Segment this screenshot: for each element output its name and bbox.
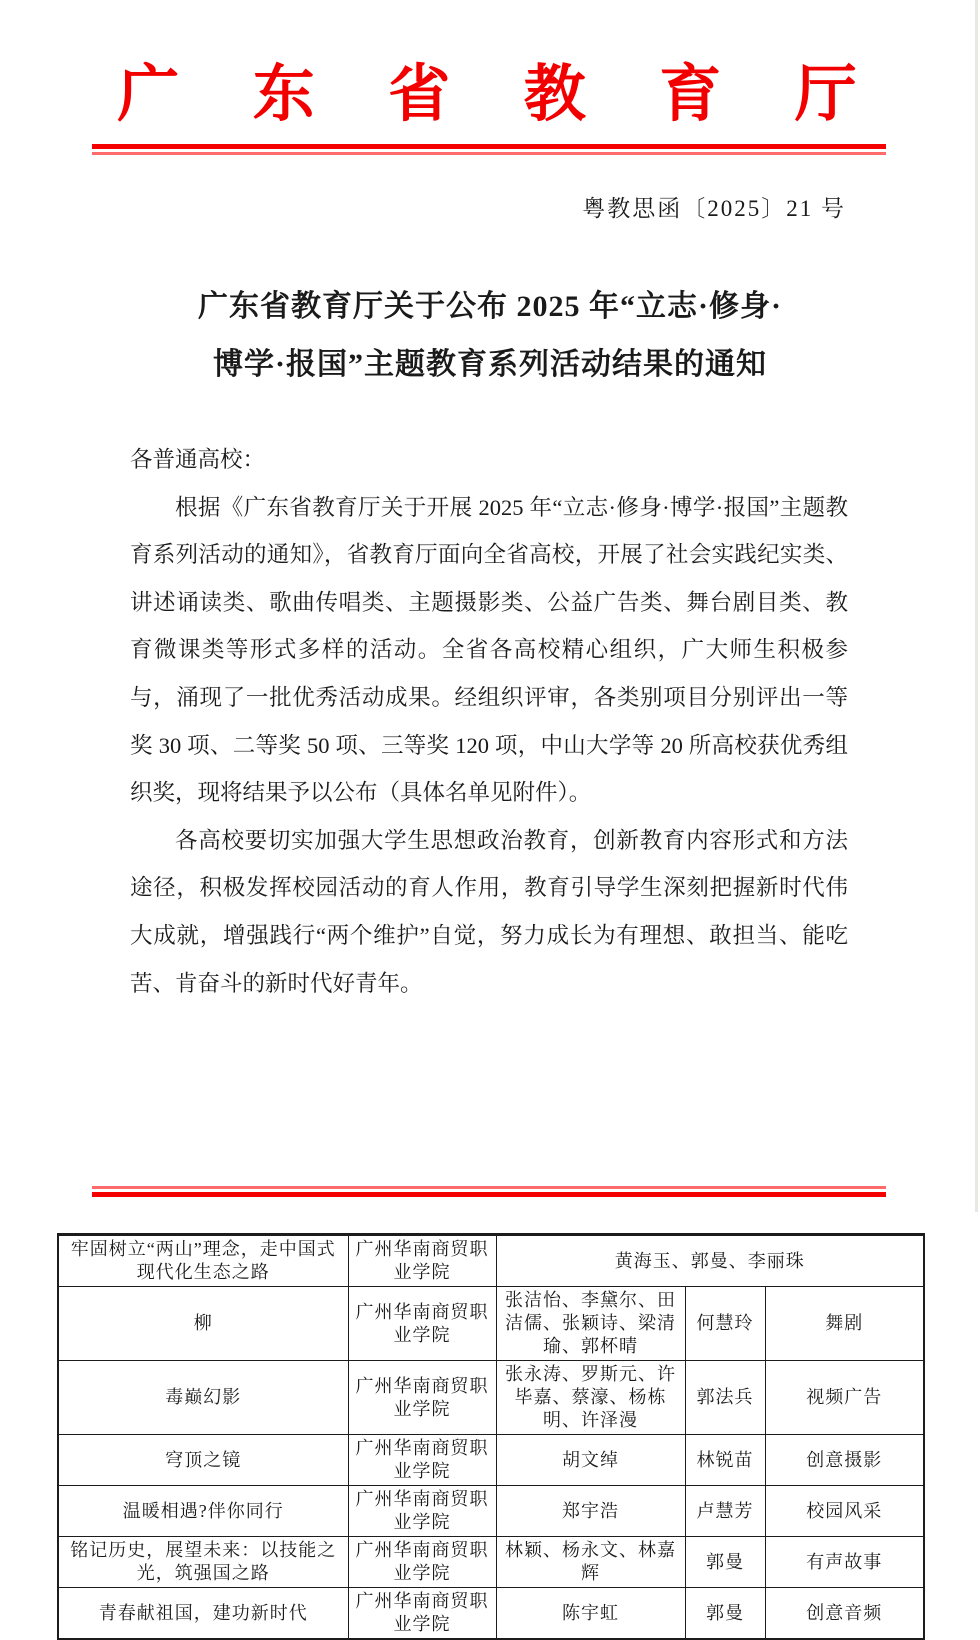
document-number: 粤教思函〔2025〕21 号: [582, 196, 846, 221]
cell-project: 毒巅幻影: [58, 1361, 348, 1435]
cell-school: 广州华南商贸职业学院: [348, 1287, 496, 1361]
notice-title: [110, 278, 870, 394]
agency-header-title: 广 东 省 教 育 厅: [117, 61, 863, 129]
cell-category: 创意摄影: [765, 1435, 924, 1486]
table-row: [58, 1287, 924, 1361]
cell-members: 胡文绰: [496, 1435, 685, 1486]
cell-school: 广州华南商贸职业学院: [348, 1361, 496, 1435]
cell-school: 广州华南商贸职业学院: [348, 1486, 496, 1537]
rule-thick-line: [92, 1192, 886, 1197]
table-row: [58, 1588, 924, 1640]
cell-school: 广州华南商贸职业学院: [348, 1537, 496, 1588]
cell-category: 创意音频: [765, 1588, 924, 1640]
notice-title-line2: 博学·报国”主题教育系列活动结果的通知: [212, 348, 767, 381]
header-double-rule: [92, 144, 886, 155]
body-paragraph-2: 各高校要切实加强大学生思想政治教育，创新教育内容形式和方法途径，积极发挥校园活动的育人作用，教育引导学生深刻把握新时代伟大成就，增强践行“两个维护”自觉，努力成长为有理想、敢担当、能吃苦、肯奋斗的新时代好青年。: [130, 827, 848, 996]
cell-school: 广州华南商贸职业学院: [348, 1588, 496, 1640]
notice-title-line1: 广东省教育厅关于公布 2025 年“立志·修身·: [197, 290, 782, 323]
footer-double-rule: [92, 1186, 886, 1197]
page-edge-line: [975, 0, 978, 1212]
body-paragraph-1: 根据《广东省教育厅关于开展 2025 年“立志·修身·博学·报国”主题教育系列活动的通知》，省教育厅面向全省高校，开展了社会实践纪实类、讲述诵读类、歌曲传唱类、主题摄影类、公益广告类、舞台剧目类、教育微课类等形式多样的活动。全省各高校精心组织，广大师生积极参与，涌现了一批优秀活动成果。经组织评审，各类别项目分别评出一等奖 30 项、二等奖 50 项、三等奖 120 项，中山大学等 20 所高校获优秀组织奖，现将结果予以公布（具体名单见附件）。: [130, 494, 848, 806]
cell-members: 郑宇浩: [496, 1486, 685, 1537]
table-row: [58, 1537, 924, 1588]
cell-members: 张永涛、罗斯元、许毕嘉、蔡濠、杨栋明、许泽漫: [496, 1361, 685, 1435]
cell-teacher: 郭法兵: [685, 1361, 765, 1435]
table-row: [58, 1486, 924, 1537]
cell-category: 舞剧: [765, 1287, 924, 1361]
cell-members: 陈宇虹: [496, 1588, 685, 1640]
table-row: [58, 1235, 924, 1287]
cell-members: 黄海玉、郭曼、李丽珠: [496, 1235, 924, 1287]
cell-category: 视频广告: [765, 1361, 924, 1435]
cell-members: 林颖、杨永文、林嘉辉: [496, 1537, 685, 1588]
table-row: [58, 1361, 924, 1435]
salutation: 各普通高校：: [130, 447, 266, 472]
cell-school: 广州华南商贸职业学院: [348, 1235, 496, 1287]
cell-project: 铭记历史，展望未来：以技能之光，筑强国之路: [58, 1537, 348, 1588]
cell-members: 张洁怡、李黛尔、田洁儒、张颖诗、梁清瑜、郭杯晴: [496, 1287, 685, 1361]
cell-school: 广州华南商贸职业学院: [348, 1435, 496, 1486]
cell-project: 穹顶之镜: [58, 1435, 348, 1486]
cell-teacher: 郭曼: [685, 1588, 765, 1640]
cell-teacher: 卢慧芳: [685, 1486, 765, 1537]
table-row: [58, 1435, 924, 1486]
cell-teacher: 郭曼: [685, 1537, 765, 1588]
cell-teacher: 林锐苗: [685, 1435, 765, 1486]
awards-table: [57, 1233, 925, 1640]
cell-category: 校园风采: [765, 1486, 924, 1537]
cell-category: 有声故事: [765, 1537, 924, 1588]
cell-project: 柳: [58, 1287, 348, 1361]
cell-project: 温暖相遇?伴你同行: [58, 1486, 348, 1537]
cell-project: 牢固树立“两山”理念，走中国式现代化生态之路: [58, 1235, 348, 1287]
cell-project: 青春献祖国，建功新时代: [58, 1588, 348, 1640]
notice-body: [130, 436, 848, 1007]
rule-thin-line: [92, 152, 886, 155]
cell-teacher: 何慧玲: [685, 1287, 765, 1361]
